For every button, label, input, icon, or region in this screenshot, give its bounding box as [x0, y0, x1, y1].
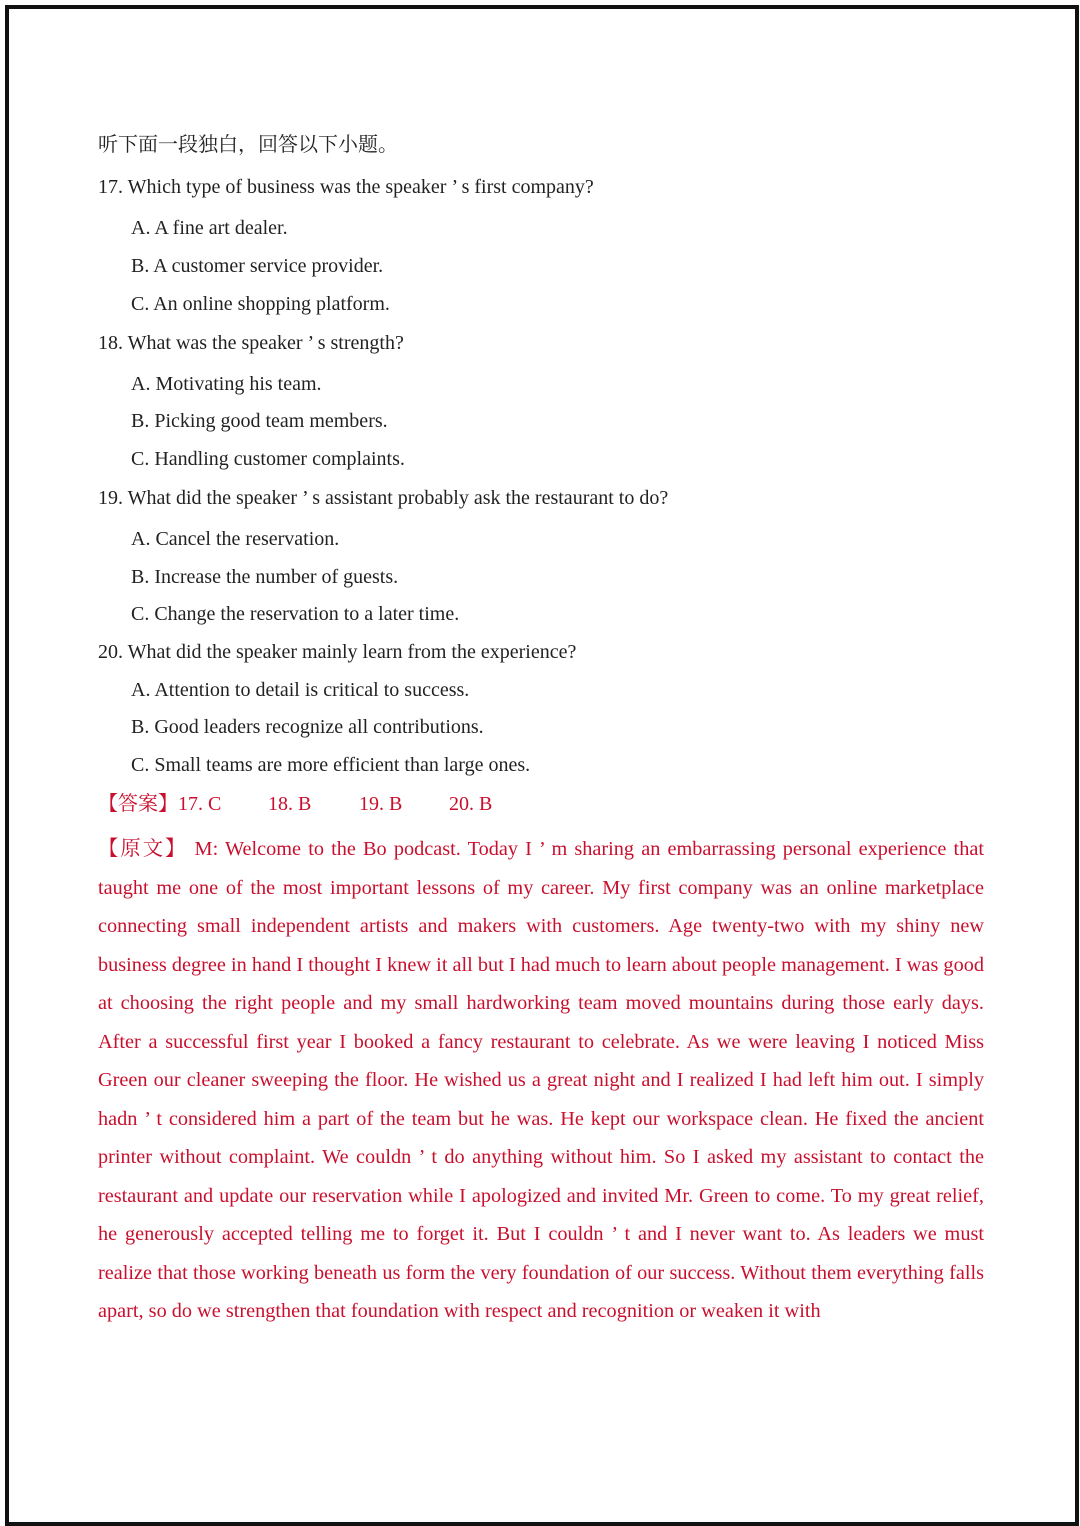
option-18b: B. Picking good team members. — [131, 410, 388, 432]
transcript-label: 【原文】 — [98, 838, 188, 860]
option-18a: A. Motivating his team. — [131, 373, 322, 395]
transcript-paragraph — [98, 830, 984, 1331]
option-17a: A. A fine art dealer. — [131, 217, 288, 239]
transcript-text: M: Welcome to the Bo podcast. Today I ’ m sharing an embarrassing personal experience that taught me one of the most important lessons of my career. My first company was an online marketplace connecting small independent artists and makers with customers. Age twenty-two with my shiny new business degree in hand I thought I knew it all but I had much to learn about people management. I was good at choosing the right people and my small hardworking team moved mountains during those early days. After a successful first year I booked a fancy restaurant to celebrate. As we were leaving I noticed Miss Green our cleaner sweeping the floor. He wished us a great night and I realized I had left him out. I simply hadn ’ t considered him a part of the team but he was. He kept our workspace clean. He fixed the ancient printer without complaint. We couldn ’ t do anything without him. So I asked my assistant to contact the restaurant and update our reservation while I apologized and invited Mr. Green to come. To my great relief, he generously accepted telling me to forget it. But I couldn ’ t and I never want to. As leaders we must realize that those working beneath us form the very foundation of our success. Without them everything falls apart, so do we strengthen that foundation with respect and recognition or weaken it with — [98, 838, 984, 1322]
question-18: 18. What was the speaker ’ s strength? — [98, 332, 404, 354]
answer-key — [98, 790, 492, 818]
option-17c: C. An online shopping platform. — [131, 293, 390, 315]
answer-18: 18. B — [268, 793, 312, 815]
option-20c: C. Small teams are more efficient than large ones. — [131, 754, 531, 776]
answer-19: 19. B — [359, 793, 403, 815]
option-19c: C. Change the reservation to a later time. — [131, 603, 460, 625]
instruction-text: 听下面一段独白，回答以下小题。 — [98, 134, 398, 156]
answer-17: 17. C — [178, 793, 222, 815]
answer-label: 【答案】 — [98, 793, 178, 815]
question-17: 17. Which type of business was the speaker ’ s first company? — [98, 176, 594, 198]
option-20b: B. Good leaders recognize all contributions. — [131, 716, 484, 738]
option-17b: B. A customer service provider. — [131, 255, 384, 277]
question-19: 19. What did the speaker ’ s assistant probably ask the restaurant to do? — [98, 487, 669, 509]
question-20: 20. What did the speaker mainly learn from the experience? — [98, 641, 577, 663]
option-18c: C. Handling customer complaints. — [131, 448, 405, 470]
option-20a: A. Attention to detail is critical to success. — [131, 679, 470, 701]
option-19b: B. Increase the number of guests. — [131, 566, 399, 588]
answer-20: 20. B — [449, 793, 493, 815]
option-19a: A. Cancel the reservation. — [131, 528, 340, 550]
